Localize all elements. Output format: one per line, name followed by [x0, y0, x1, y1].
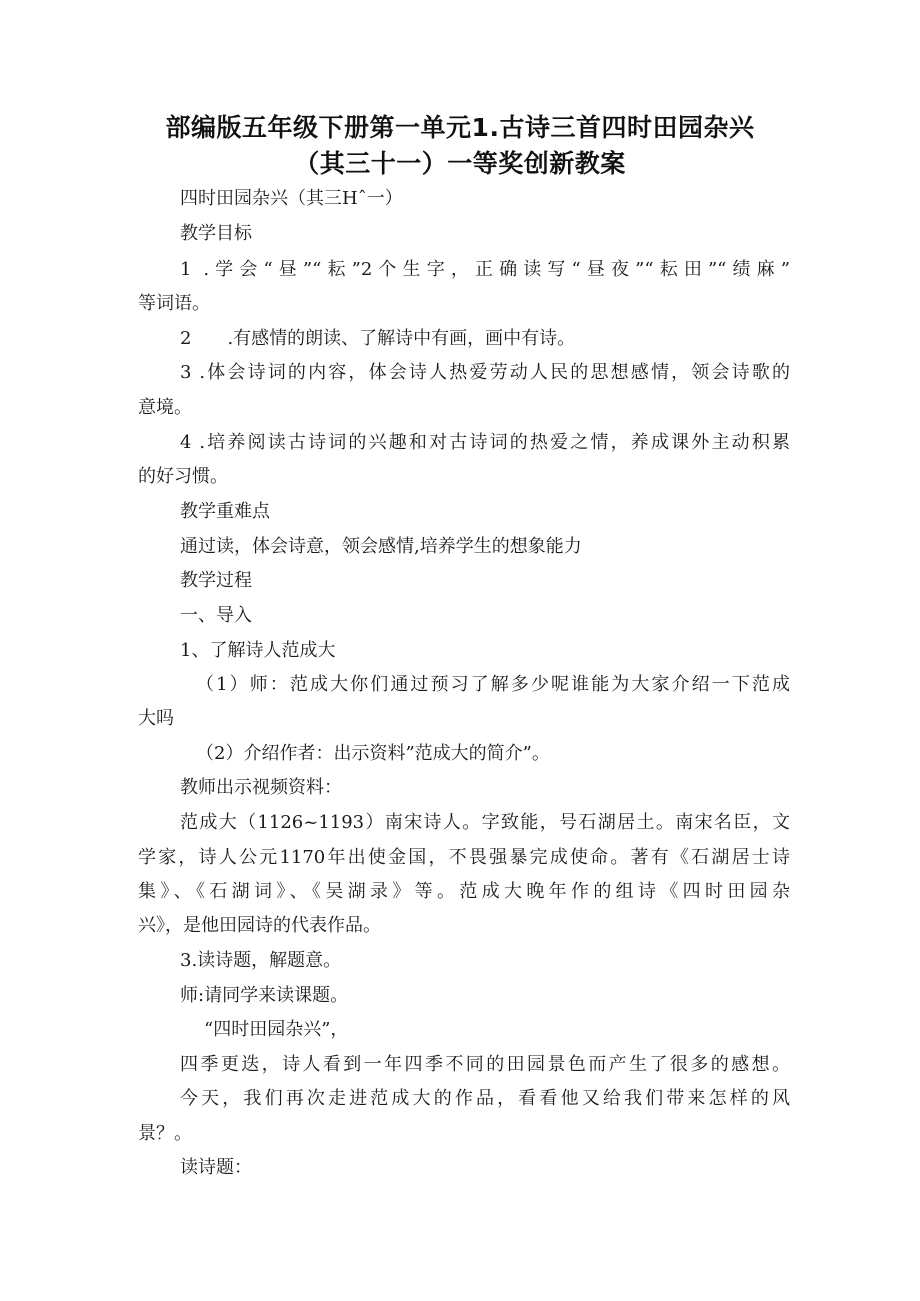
- text-line: 1、了解诗人范成大: [180, 640, 336, 661]
- document-title-line-1: 部编版五年级下册第一单元1.古诗三首四时田园杂兴: [165, 113, 755, 142]
- text-line: 4 .培养阅读古诗词的兴趣和对古诗词的热爱之情，养成课外主动积累: [180, 432, 790, 453]
- text-line: “四时田园杂兴”，: [204, 1019, 349, 1040]
- section-heading: 教学目标: [180, 223, 252, 244]
- text-line: 兴》，是他田园诗的代表作品。: [138, 915, 381, 936]
- text-line: 等词语。: [138, 293, 210, 314]
- text-line: 1 .学会“昼”“耘”2个生字，正确读写“昼夜”“耘田”“绩麻”: [180, 259, 790, 280]
- text-line: 3.读诗题，解题意。: [180, 950, 342, 971]
- text-line: 的好习惯。: [138, 466, 228, 487]
- text-line: 四季更迭，诗人看到一年四季不同的田园景色而产生了很多的感想。: [180, 1054, 790, 1075]
- document-title-line-2: （其三十一）一等奖创新教案: [294, 149, 626, 178]
- text-line: 大吗: [138, 708, 174, 729]
- text-line: 意境。: [138, 397, 192, 418]
- text-line: 教师出示视频资料：: [180, 777, 342, 798]
- text-line: 今天，我们再次走进范成大的作品，看看他又给我们带来怎样的风: [180, 1088, 790, 1109]
- text-line: 一、导入: [180, 605, 252, 626]
- text-line: 读诗题：: [180, 1157, 252, 1178]
- text-line: 学家，诗人公元1170年出使金国，不畏强暴完成使命。著有《石湖居士诗: [138, 847, 790, 868]
- section-heading: 教学重难点: [180, 501, 270, 522]
- text-line: 四时田园杂兴（其三Hˆ一）: [180, 188, 403, 209]
- text-line: 3 .体会诗词的内容，体会诗人热爱劳动人民的思想感情，领会诗歌的: [180, 362, 790, 383]
- text-line: 2 .有感情的朗读、了解诗中有画，画中有诗。: [180, 328, 576, 349]
- text-line: 范成大（1126~1193）南宋诗人。字致能，号石湖居土。南宋名臣，文: [180, 812, 790, 833]
- text-line: 景？。: [138, 1123, 192, 1144]
- text-line: 师:请同学来读课题。: [180, 985, 349, 1006]
- text-line: 通过读，体会诗意，领会感情,培养学生的想象能力: [180, 536, 582, 557]
- text-line: （1）师：范成大你们通过预习了解多少呢谁能为大家介绍一下范成: [196, 674, 790, 695]
- text-line: 集》、《石湖词》、《吴湖录》等。范成大晚年作的组诗《四时田园杂: [138, 881, 790, 902]
- text-line: （2）介绍作者：出示资料”范成大的简介”。: [196, 743, 550, 764]
- section-heading: 教学过程: [180, 570, 252, 591]
